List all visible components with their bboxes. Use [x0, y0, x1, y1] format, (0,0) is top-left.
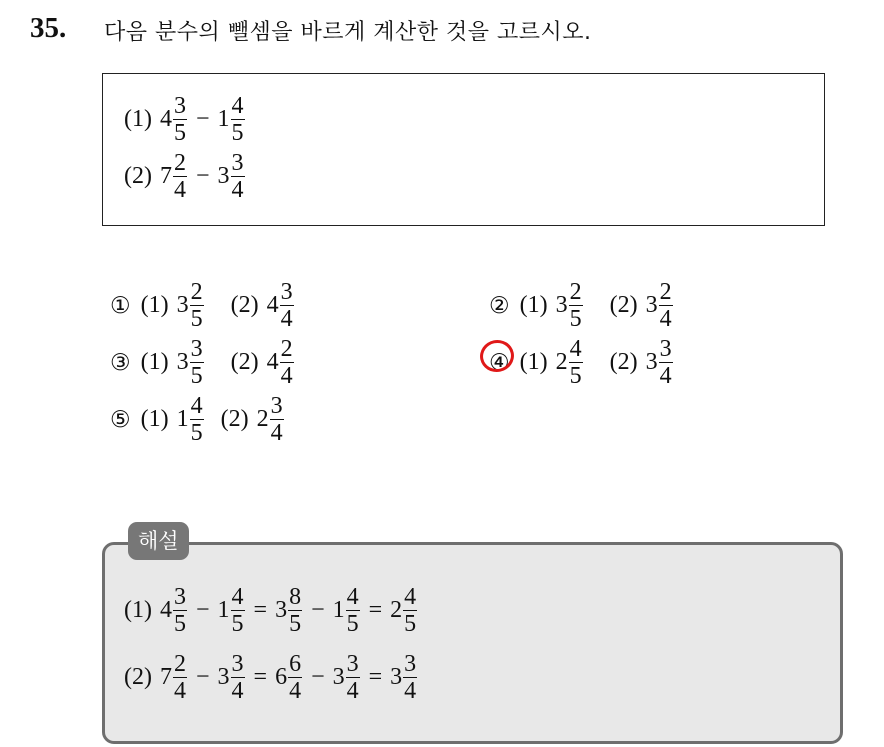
mixed-whole: 3	[217, 664, 230, 690]
problem-row-2	[124, 151, 246, 202]
denominator: 5	[173, 120, 186, 146]
numerator: 3	[173, 93, 186, 119]
minus-sign: −	[195, 597, 210, 623]
mixed-whole: 3	[176, 349, 189, 375]
mixed-whole: 1	[176, 406, 189, 432]
denominator: 5	[231, 611, 244, 637]
fraction	[288, 652, 302, 703]
denominator: 5	[569, 363, 582, 389]
choice-part-label: (1)	[140, 406, 169, 432]
denominator: 4	[173, 177, 186, 203]
choice-part-label: (2)	[609, 349, 638, 375]
mixed-whole: 3	[645, 349, 658, 375]
mixed-whole: 4	[266, 349, 279, 375]
fraction	[280, 337, 294, 388]
choice-part-label: (2)	[220, 406, 249, 432]
numerator: 2	[173, 150, 186, 176]
choice-marker: ③	[110, 349, 131, 376]
fraction	[659, 337, 673, 388]
choice-4[interactable]	[489, 337, 674, 388]
mixed-whole: 6	[275, 664, 288, 690]
numerator: 2	[190, 279, 203, 305]
numerator: 3	[231, 150, 244, 176]
numerator: 4	[190, 393, 203, 419]
mixed-whole: 3	[555, 292, 568, 318]
numerator: 3	[270, 393, 283, 419]
mixed-whole: 3	[275, 597, 288, 623]
mixed-whole: 2	[555, 349, 568, 375]
denominator: 4	[289, 678, 302, 704]
mixed-whole: 3	[332, 664, 345, 690]
fraction	[346, 585, 360, 636]
fraction	[288, 585, 302, 636]
numerator: 6	[289, 651, 302, 677]
numerator: 2	[569, 279, 582, 305]
denominator: 4	[346, 678, 359, 704]
minus-sign: −	[195, 163, 210, 189]
minus-sign: −	[311, 597, 325, 623]
equals-sign: =	[368, 597, 383, 623]
numerator: 3	[659, 336, 672, 362]
mixed-whole: 1	[332, 597, 345, 623]
choice-part-label: (1)	[140, 349, 169, 375]
fraction	[403, 585, 417, 636]
numerator: 4	[231, 93, 244, 119]
fraction	[231, 151, 245, 202]
denominator: 5	[404, 611, 417, 637]
fraction	[280, 280, 294, 331]
fraction	[569, 337, 583, 388]
numerator: 3	[231, 651, 244, 677]
minus-sign: −	[195, 106, 210, 132]
fraction	[231, 94, 245, 145]
mixed-whole: 1	[217, 597, 230, 623]
equals-sign: =	[368, 664, 383, 690]
problem-row-1	[124, 94, 246, 145]
denominator: 4	[270, 420, 283, 446]
mixed-whole: 2	[256, 406, 269, 432]
denominator: 4	[659, 363, 672, 389]
numerator: 3	[346, 651, 359, 677]
equals-sign: =	[253, 597, 268, 623]
denominator: 5	[190, 363, 203, 389]
mixed-whole: 1	[217, 106, 230, 132]
choice-marker-glyph: ④	[489, 349, 510, 376]
explanation-box	[102, 542, 843, 744]
problem-label: (1)	[124, 106, 152, 132]
numerator: 2	[173, 651, 186, 677]
fraction	[346, 652, 360, 703]
denominator: 4	[280, 363, 293, 389]
choice-marker: ②	[489, 292, 510, 319]
choice-part-label: (1)	[140, 292, 169, 318]
denominator: 4	[404, 678, 417, 704]
denominator: 5	[346, 611, 359, 637]
denominator: 5	[289, 611, 302, 637]
equals-sign: =	[253, 664, 268, 690]
fraction	[231, 585, 245, 636]
choice-marker: ①	[110, 292, 131, 319]
question-number: 35.	[30, 12, 67, 44]
choice-part-label: (2)	[230, 292, 259, 318]
numerator: 8	[289, 584, 302, 610]
fraction	[403, 652, 417, 703]
fraction	[173, 94, 187, 145]
minus-sign: −	[195, 664, 210, 690]
explanation-line-1	[124, 585, 418, 636]
mixed-whole: 3	[217, 163, 230, 189]
mixed-whole: 3	[390, 664, 403, 690]
question-text: 다음 분수의 뺄셈을 바르게 계산한 것을 고르시오.	[104, 20, 592, 45]
mixed-whole: 7	[159, 163, 172, 189]
numerator: 3	[404, 651, 417, 677]
fraction	[231, 652, 245, 703]
numerator: 4	[346, 584, 359, 610]
choice-part-label: (2)	[230, 349, 259, 375]
numerator: 4	[404, 584, 417, 610]
explanation-line-2	[124, 652, 418, 703]
numerator: 2	[659, 279, 672, 305]
fraction	[190, 394, 204, 445]
fraction	[659, 280, 673, 331]
denominator: 5	[569, 306, 582, 332]
choice-part-label: (1)	[519, 292, 548, 318]
numerator: 4	[569, 336, 582, 362]
fraction	[270, 394, 284, 445]
problem-label: (2)	[124, 163, 152, 189]
mixed-whole: 4	[266, 292, 279, 318]
denominator: 5	[173, 611, 186, 637]
denominator: 4	[659, 306, 672, 332]
denominator: 4	[280, 306, 293, 332]
choice-3[interactable]	[110, 337, 295, 388]
minus-sign: −	[311, 664, 325, 690]
choice-5[interactable]	[110, 394, 285, 445]
numerator: 3	[190, 336, 203, 362]
problem-label: (2)	[124, 664, 152, 690]
denominator: 5	[190, 306, 203, 332]
numerator: 3	[173, 584, 186, 610]
fraction	[190, 280, 204, 331]
choice-2[interactable]	[489, 280, 674, 331]
choice-1[interactable]	[110, 280, 295, 331]
denominator: 4	[231, 177, 244, 203]
choice-marker-selected	[489, 350, 510, 376]
fraction	[173, 151, 187, 202]
denominator: 4	[231, 678, 244, 704]
fraction	[569, 280, 583, 331]
numerator: 3	[280, 279, 293, 305]
mixed-whole: 2	[390, 597, 403, 623]
mixed-whole: 3	[176, 292, 189, 318]
denominator: 4	[173, 678, 186, 704]
choice-marker: ⑤	[110, 406, 131, 433]
choice-part-label: (1)	[519, 349, 548, 375]
denominator: 5	[231, 120, 244, 146]
red-circle-mark	[477, 336, 517, 374]
explanation-title: 해설	[128, 522, 189, 560]
fraction	[173, 585, 187, 636]
mixed-whole: 3	[645, 292, 658, 318]
choice-part-label: (2)	[609, 292, 638, 318]
mixed-whole: 4	[159, 106, 172, 132]
mixed-whole: 7	[159, 664, 172, 690]
problem-label: (1)	[124, 597, 152, 623]
fraction	[173, 652, 187, 703]
numerator: 2	[280, 336, 293, 362]
fraction	[190, 337, 204, 388]
mixed-whole: 4	[159, 597, 172, 623]
denominator: 5	[190, 420, 203, 446]
numerator: 4	[231, 584, 244, 610]
